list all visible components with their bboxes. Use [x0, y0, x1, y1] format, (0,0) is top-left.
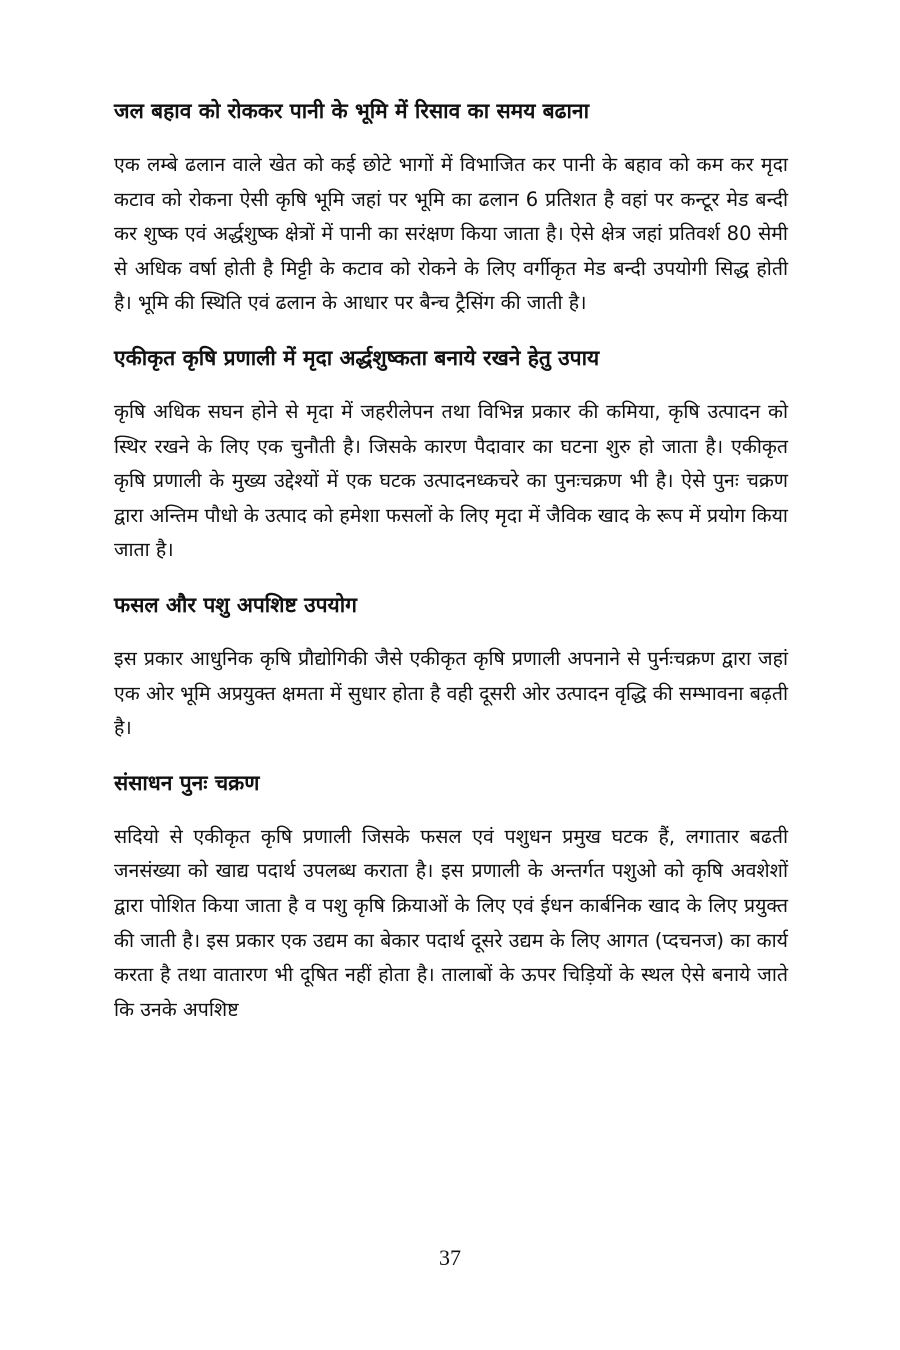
section-heading-crop-animal-waste: फसल और पशु अपशिष्ट उपयोग: [114, 592, 357, 617]
page-number: 37: [439, 1245, 461, 1270]
section-paragraph-integrated-farming: कृषि अधिक सघन होने से मृदा में जहरीलेपन तथा विभिन्न प्रकार की कमिया, कृषि उत्पादन को स्थिर रखने के लिए एक चुनौती है। जिसके कारण पैदावार का घटना शुरु हो जाता है। एकीकृत कृषि प्रणाली के मुख्य उद्देश्यों में एक घटक उत्पादनध्कचरे का पुनःचक्रण भी है। ऐसे पुनः चक्रण द्वारा अन्तिम पौधो के उत्पाद को हमेशा फसलों के लिए मृदा में जैविक खाद के रूप में प्रयोग किया जाता है।: [114, 399, 788, 562]
section-heading-integrated-farming: एकीकृत कृषि प्रणाली में मृदा अर्द्धशुष्कता बनाये रखने हेतु उपाय: [114, 345, 600, 370]
section-paragraph-crop-animal-waste: इस प्रकार आधुनिक कृषि प्रौद्योगिकी जैसे एकीकृत कृषि प्रणाली अपनाने से पुर्नःचक्रण द्वारा जहां एक ओर भूमि अप्रयुक्त क्षमता में सुधार होता है वही दूसरी ओर उत्पादन वृद्धि की सम्भावना बढ़ती है।: [114, 646, 788, 740]
section-paragraph-resource-recycling: सदियो से एकीकृत कृषि प्रणाली जिसके फसल एवं पशुधन प्रमुख घटक हैं, लगातार बढती जनसंख्या को खाद्य पदार्थ उपलब्ध कराता है। इस प्रणाली के अन्तर्गत पशुओ को कृषि अवशेशों द्वारा पोशित किया जाता है व पशु कृषि क्रियाओं के लिए एवं ईधन कार्बनिक खाद के लिए प्रयुक्त की जाती है। इस प्रकार एक उद्यम का बेकार पदार्थ दूसरे उद्यम के लिए आगत (प्दचनज) का कार्य करता है तथा वातारण भी दूषित नहीं होता है। तालाबों के ऊपर चिड़ियों के स्थल ऐसे बनाये जाते कि उनके अपशिष्ट: [114, 824, 788, 1021]
section-heading-resource-recycling: संसाधन पुनः चक्रण: [114, 770, 260, 795]
page-content: [114, 96, 788, 1049]
section-heading-water-flow: जल बहाव को रोककर पानी के भूमि में रिसाव का समय बढाना: [114, 99, 590, 123]
section-paragraph-water-flow: एक लम्बे ढलान वाले खेत को कई छोटे भागों में विभाजित कर पानी के बहाव को कम कर मृदा कटाव को रोकना ऐसी कृषि भूमि जहां पर भूमि का ढलान 6 प्रतिशत है वहां पर कन्टूर मेड बन्दी कर शुष्क एवं अर्द्धशुष्क क्षेत्रों में पानी का सरंक्षण किया जाता है। ऐसे क्षेत्र जहां प्रतिवर्श 80 सेमी से अधिक वर्षा होती है मिट्टी के कटाव को रोकने के लिए वर्गीकृत मेड बन्दी उपयोगी सिद्ध होती है। भूमि की स्थिति एवं ढलान के आधार पर बैन्च ट्रैसिंग की जाती है।: [114, 153, 788, 315]
